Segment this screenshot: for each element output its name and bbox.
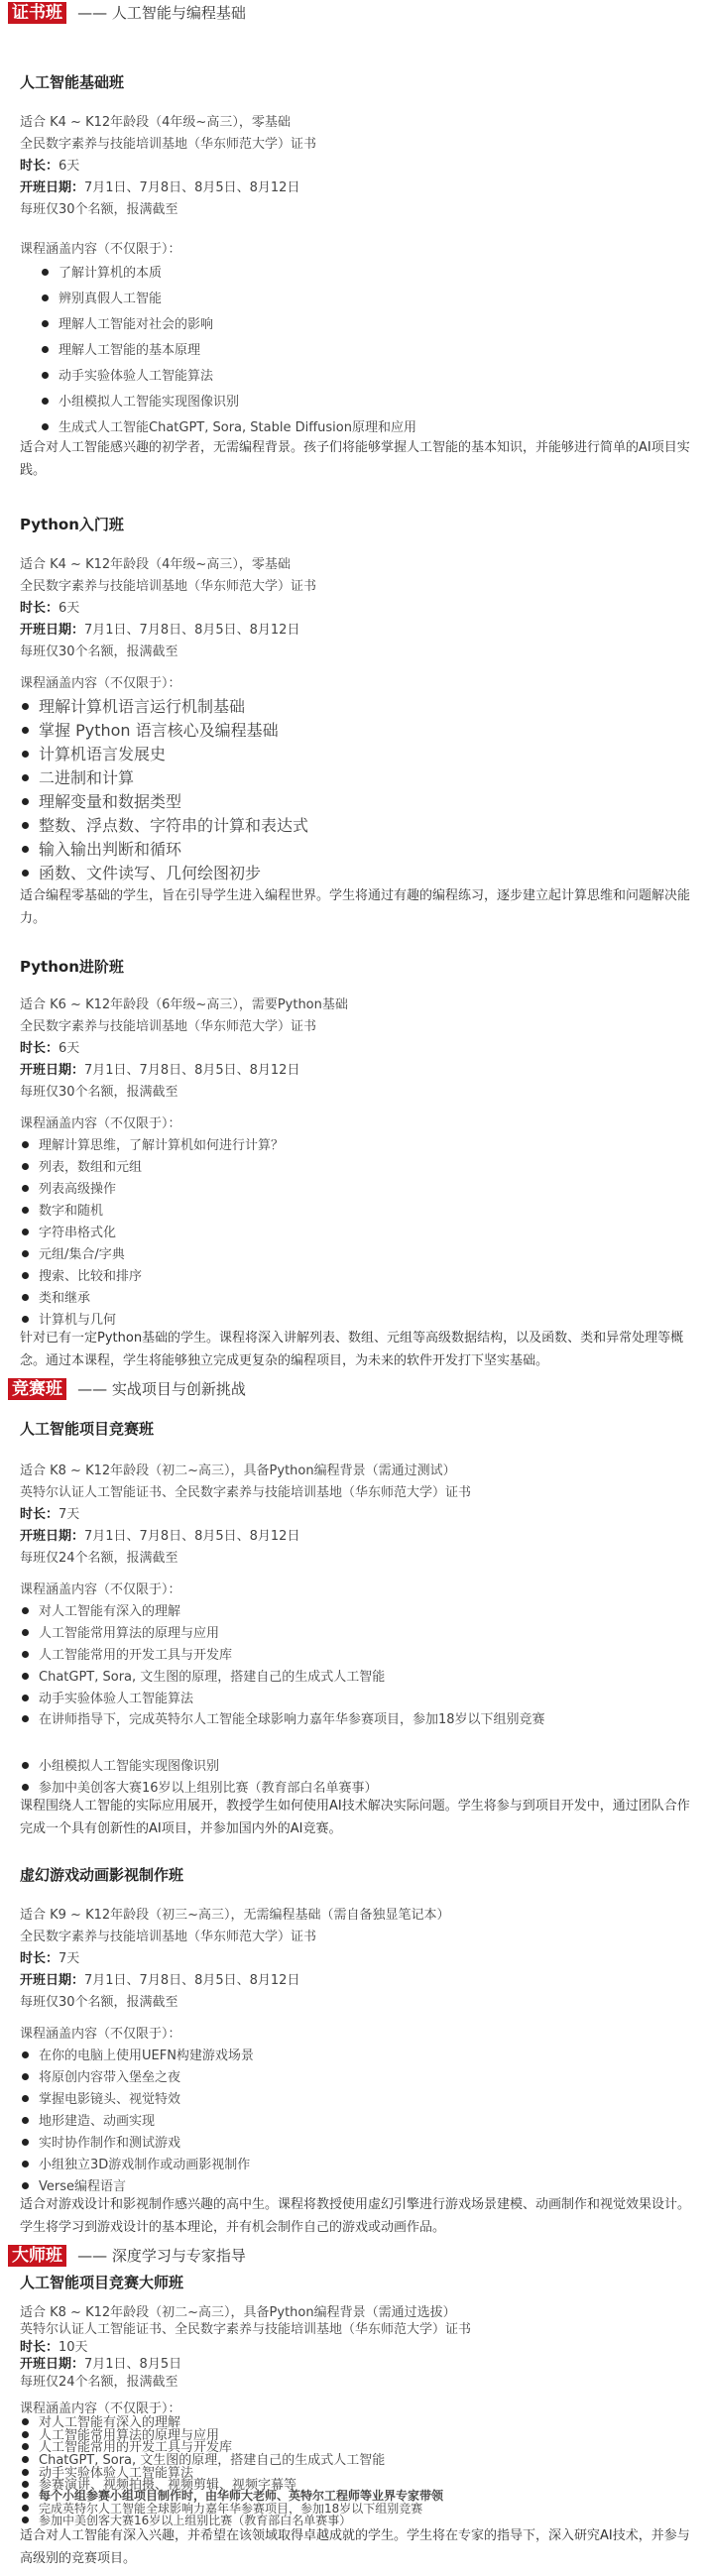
- course-dates: 开班日期：7月1日、7月8日、8月5日、8月12日: [20, 1529, 300, 1544]
- course-description: 适合对人工智能有深入兴趣，并希望在该领域取得卓越成就的学生。学生将在专家的指导下，深入研究AI技术，并参与高级别的竞赛项目。: [20, 2528, 690, 2566]
- course-cert: 全民数字素养与技能培训基地（华东师范大学）证书: [20, 1019, 317, 1034]
- list-item: 理解人工智能对社会的影响: [42, 313, 213, 332]
- course-title: 人工智能项目竞赛班: [20, 1420, 155, 1438]
- list-item: 列表高级操作: [22, 1178, 116, 1197]
- course-dates: 开班日期：7月1日、7月8日、8月5日、8月12日: [20, 180, 300, 195]
- content-label: 课程涵盖内容（不仅限于）：: [20, 2400, 181, 2416]
- course-cert: 英特尔认证人工智能证书、全民数字素养与技能培训基地（华东师范大学）证书: [20, 1485, 472, 1500]
- list-item: 对人工智能有深入的理解: [22, 1600, 180, 1619]
- course-title: 人工智能基础班: [20, 73, 125, 91]
- list-item: Verse编程语言: [22, 2175, 126, 2194]
- list-item: 数字和随机: [22, 1200, 103, 1219]
- list-item: 参加中美创客大赛16岁以上组别比赛（教育部白名单赛事）: [22, 2512, 351, 2528]
- course-capacity: 每班仅30个名额，报满截至: [20, 1085, 178, 1100]
- course-duration: 时长：7天: [20, 1951, 80, 1966]
- course-title: Python入门班: [20, 516, 124, 533]
- list-item: 理解人工智能的基本原理: [42, 339, 200, 358]
- section-header: [8, 2245, 246, 2267]
- course-duration: 时长：6天: [20, 1041, 80, 1056]
- section-title: —— 深度学习与专家指导: [77, 2247, 246, 2265]
- section-badge: 竞赛班: [8, 1378, 66, 1400]
- list-item: 理解计算机语言运行机制基础: [22, 694, 245, 717]
- course-capacity: 每班仅24个名额，报满截至: [20, 1551, 178, 1566]
- course-duration: 时长：6天: [20, 159, 80, 174]
- course-description: 适合编程零基础的学生，旨在引导学生进入编程世界。学生将通过有趣的编程练习，逐步建立起计算思维和问题解决能力。: [20, 888, 691, 926]
- list-item: 理解变量和数据类型: [22, 789, 181, 812]
- course-capacity: 每班仅30个名额，报满截至: [20, 1995, 178, 2010]
- course-description: 针对已有一定Python基础的学生。课程将深入讲解列表、数组、元组等高级数据结构，以及函数、类和异常处理等概念。通过本课程，学生将能够独立完成更复杂的编程项目，为未来的软件开发打下坚实基础。: [20, 1331, 684, 1368]
- list-item: 人工智能常用的开发工具与开发库: [22, 1644, 232, 1663]
- course-suitable: 适合 K9 ~ K12年龄段（初三~高三），无需编程基础（需自备独显笔记本）: [20, 1908, 450, 1923]
- course-cert: 全民数字素养与技能培训基地（华东师范大学）证书: [20, 137, 317, 152]
- content-label: 课程涵盖内容（不仅限于）：: [20, 1116, 181, 1131]
- course-title: 人工智能项目竞赛大师班: [20, 2273, 184, 2291]
- section-badge: 证书班: [8, 2, 66, 24]
- list-item: 掌握电影镜头、视觉特效: [22, 2088, 180, 2107]
- list-item: 参赛演讲、视频拍摄、视频剪辑、视频字幕等: [22, 2474, 296, 2493]
- list-item: 辨别真假人工智能: [42, 288, 162, 306]
- course-dates: 开班日期：7月1日、7月8日、8月5日、8月12日: [20, 623, 300, 638]
- list-item: 在你的电脑上使用UEFN构建游戏场景: [22, 2045, 254, 2063]
- list-item: 二进制和计算: [22, 765, 134, 788]
- course-description: 课程围绕人工智能的实际应用展开，教授学生如何使用AI技术解决实际问题。学生将参与到项目开发中，通过团队合作完成一个具有创新性的AI项目，并参加国内外的AI竞赛。: [20, 1799, 690, 1836]
- course-dates: 开班日期：7月1日、8月5日: [20, 2357, 182, 2373]
- list-item: 元组/集合/字典: [22, 1243, 125, 1262]
- list-item: 小组独立3D游戏制作或动画影视制作: [22, 2154, 250, 2172]
- course-capacity: 每班仅30个名额，报满截至: [20, 202, 178, 217]
- list-item: 动手实验体验人工智能算法: [42, 365, 213, 384]
- list-item: 将原创内容带入堡垒之夜: [22, 2066, 180, 2085]
- list-item: 列表，数组和元组: [22, 1156, 142, 1175]
- course-cert: 全民数字素养与技能培训基地（华东师范大学）证书: [20, 1930, 317, 1944]
- course-suitable: 适合 K4 ~ K12年龄段（4年级~高三），零基础: [20, 115, 291, 130]
- section-header: [8, 2, 246, 24]
- course-suitable: 适合 K6 ~ K12年龄段（6年级~高三），需要Python基础: [20, 997, 348, 1012]
- list-item: 每个小组参赛小组项目制作时，由华师大老师、英特尔工程师等业界专家带领: [22, 2487, 443, 2504]
- list-item: 人工智能常用算法的原理与应用: [22, 2424, 219, 2443]
- course-description: 适合对游戏设计和影视制作感兴趣的高中生。课程将教授使用虚幻引擎进行游戏场景建模、动画制作和视觉效果设计。学生将学习到游戏设计的基本理论，并有机会制作自己的游戏或动画作品。: [20, 2197, 691, 2235]
- list-item: 类和继承: [22, 1287, 90, 1306]
- list-item: 生成式人工智能ChatGPT, Sora, Stable Diffusion原理和应用: [42, 416, 416, 435]
- list-item: 字符串格式化: [22, 1222, 116, 1240]
- course-cert: 英特尔认证人工智能证书、全民数字素养与技能培训基地（华东师范大学）证书: [20, 2322, 472, 2338]
- section-header: [8, 1378, 246, 1400]
- list-item: 小组模拟人工智能实现图像识别: [42, 391, 239, 410]
- list-item: 在讲师指导下，完成英特尔人工智能全球影响力嘉年华参赛项目，参加18岁以下组别竞赛: [22, 1709, 693, 1731]
- list-item: ChatGPT, Sora, 文生图的原理，搭建自己的生成式人工智能: [22, 1666, 385, 1685]
- course-title: 虚幻游戏动画影视制作班: [20, 1866, 184, 1884]
- course-description: 适合对人工智能感兴趣的初学者，无需编程背景。孩子们将能够掌握人工智能的基本知识，并能够进行简单的AI项目实践。: [20, 440, 690, 478]
- course-duration: 时长：6天: [20, 601, 80, 616]
- list-item: 搜索、比较和排序: [22, 1265, 142, 1284]
- list-item: 小组模拟人工智能实现图像识别: [22, 1755, 219, 1774]
- list-item: 对人工智能有深入的理解: [22, 2411, 180, 2430]
- list-item: 函数、文件读写、几何绘图初步: [22, 861, 261, 883]
- list-item: 理解计算思维，了解计算机如何进行计算？: [22, 1134, 284, 1153]
- course-capacity: 每班仅24个名额，报满截至: [20, 2374, 178, 2390]
- section-title: —— 实战项目与创新挑战: [77, 1380, 246, 1398]
- course-suitable: 适合 K8 ~ K12年龄段（初二~高三），具备Python编程背景（需通过测试）: [20, 1464, 456, 1478]
- list-item: 输入输出判断和循环: [22, 837, 181, 860]
- course-title: Python进阶班: [20, 958, 124, 976]
- course-duration: 时长：10天: [20, 2339, 88, 2355]
- course-suitable: 适合 K4 ~ K12年龄段（4年级~高三），零基础: [20, 557, 291, 572]
- section-title: —— 人工智能与编程基础: [77, 4, 246, 22]
- list-item: 地形建造、动画实现: [22, 2110, 155, 2129]
- course-suitable: 适合 K8 ~ K12年龄段（初二~高三），具备Python编程背景（需通过选拔）: [20, 2305, 456, 2321]
- list-item: 动手实验体验人工智能算法: [22, 1688, 193, 1706]
- list-item: 整数、浮点数、字符串的计算和表达式: [22, 813, 308, 836]
- course-capacity: 每班仅30个名额，报满截至: [20, 644, 178, 659]
- content-label: 课程涵盖内容（不仅限于）：: [20, 242, 181, 257]
- course-duration: 时长：7天: [20, 1507, 80, 1522]
- content-label: 课程涵盖内容（不仅限于）：: [20, 1582, 181, 1597]
- list-item: 人工智能常用算法的原理与应用: [22, 1622, 219, 1641]
- section-badge: 大师班: [8, 2245, 66, 2267]
- list-item: 了解计算机的本质: [42, 262, 162, 281]
- list-item: 计算机语言发展史: [22, 742, 166, 764]
- list-item: 人工智能常用的开发工具与开发库: [22, 2436, 232, 2455]
- course-dates: 开班日期：7月1日、7月8日、8月5日、8月12日: [20, 1973, 300, 1988]
- list-item: 参加中美创客大赛16岁以上组别比赛（教育部白名单赛事）: [22, 1777, 378, 1796]
- list-item: ChatGPT, Sora, 文生图的原理，搭建自己的生成式人工智能: [22, 2449, 385, 2468]
- list-item: 掌握 Python 语言核心及编程基础: [22, 718, 279, 741]
- content-label: 课程涵盖内容（不仅限于）：: [20, 676, 181, 691]
- course-dates: 开班日期：7月1日、7月8日、8月5日、8月12日: [20, 1063, 300, 1078]
- list-item: 动手实验体验人工智能算法: [22, 2462, 193, 2481]
- list-item: 计算机与几何: [22, 1309, 116, 1328]
- list-item: 完成英特尔人工智能全球影响力嘉年华参赛项目，参加18岁以下组别竞赛: [22, 2500, 422, 2517]
- content-label: 课程涵盖内容（不仅限于）：: [20, 2027, 181, 2042]
- list-item: 实时协作制作和测试游戏: [22, 2132, 180, 2151]
- course-cert: 全民数字素养与技能培训基地（华东师范大学）证书: [20, 579, 317, 594]
